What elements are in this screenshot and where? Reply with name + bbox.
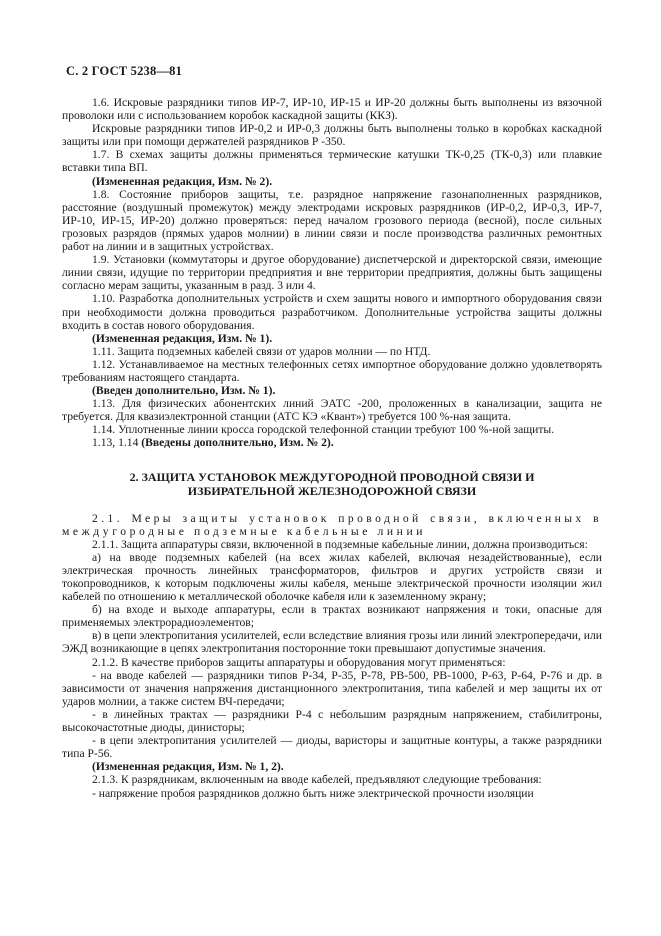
paragraph-2-1-1: 2.1.1. Защита аппаратуры связи, включенной в подземные кабельные линии, должна производиться: (92, 537, 588, 551)
paragraph-2-1-3: 2.1.3. К разрядникам, включенным на вводе кабелей, предъявляют следующие требования: (92, 773, 542, 787)
list-item-a: а) на вводе подземных кабелей (на всех жилах кабелей, включая незадействованные), если электрическая прочность линейных трансформаторов, фильтров и других устройств связи и токопроводников, к которым подключены жилы кабеля, меньше электрической прочности изоляции жил кабелей по отношению к металлической оболочке кабеля или к заземленному экрану; (62, 550, 602, 604)
paragraph-1-11: 1.11. Защита подземных кабелей связи от ударов молнии — по НТД. (92, 344, 431, 358)
amendment-note: (Введены дополнительно, Изм. № 2). (141, 436, 334, 450)
dash-item-line-paths: - в линейных трактах — разрядники Р-4 с небольшим разрядным напряжением, стабилитроны, высокочастотные диоды, динисторы; (62, 707, 602, 735)
paragraph-1-8: 1.8. Состояние приборов защиты, т.е. разрядное напряжение газонаполненных разрядников, расстояние (воздушный промежуток) между электродами искровых разрядников (ИР-0,2, ИР-0,3, ИР-7, ИР-10, ИР-15, ИР-20) должно проверяться: перед началом грозового периода (весной), после сильных грозовых разрядов (прямых ударов молнии) в линии связи и после производства различных ремонтных работ на линии и в защитных устройствах. (62, 187, 602, 254)
document-body (62, 96, 602, 800)
paragraph-1-6: 1.6. Искровые разрядники типов ИР-7, ИР-10, ИР-15 и ИР-20 должны быть выполнены из вязочной проволоки или с использованием коробок каскадной защиты (ККЗ). (62, 96, 602, 123)
section-2-title-line-1: 2. ЗАЩИТА УСТАНОВОК МЕЖДУГОРОДНОЙ ПРОВОДНОЙ СВЯЗИ И (129, 469, 535, 484)
paragraph-1-9: 1.9. Установки (коммутаторы и другое оборудование) диспетчерской и директорской связи, имеющие линии связи, идущие по территории предприятия и вне территории предприятия, должны быть защищены согласно мерам защиты, указанным в разд. 3 или 4. (62, 253, 602, 293)
dash-item-power-circuit: - в цепи электропитания усилителей — диоды, варисторы и защитные контуры, а также разрядники типа Р-56. (62, 734, 602, 761)
paragraph-amendment-1-13-1-14 (62, 436, 602, 449)
section-2-title-line-2: ИЗБИРАТЕЛЬНОЙ ЖЕЛЕЗНОДОРОЖНОЙ СВЯЗИ (187, 483, 477, 498)
subsection-2-1-line-1: 2.1. Меры защиты установок проводной связи, включенных в (92, 511, 602, 525)
paragraph-1-12: 1.12. Устанавливаемое на местных телефонных сетях импортное оборудование должно удовлетворять требованиям настоящего стандарта. (62, 357, 602, 384)
paragraph-1-10: 1.10. Разработка дополнительных устройств и схем защиты нового и импортного оборудования связи при необходимости должна проводиться разработчиком. Дополнительные устройства защиты должны входить в состав нового оборудования. (62, 292, 602, 332)
section-2-title (62, 470, 602, 498)
paragraph-1-13: 1.13. Для физических абонентских линий ЭАТС -200, проложенных в канализации, защита не требуется. Для квазиэлектронной станции (АТС КЭ «Квант») требуется 100 %-ная защита. (62, 397, 602, 424)
amendment-ref: 1.13, 1.14 (92, 436, 142, 450)
page-header: С. 2 ГОСТ 5238—81 (66, 64, 183, 78)
amendment-note: (Измененная редакция, Изм. № 2). (92, 174, 273, 188)
paragraph-1-14: 1.14. Уплотненные линии кросса городской телефонной станции требуют 100 %-ной защиты. (92, 423, 555, 437)
paragraph-2-1-2: 2.1.2. В качестве приборов защиты аппаратуры и оборудования могут применяться: (92, 655, 506, 669)
dash-item-cable-input: - на вводе кабелей — разрядники типов Р-34, Р-35, Р-78, РВ-500, РВ-1000, Р-63, Р-64, Р-76 и др. в зависимости от значения напряжения дистанционного электропитания, типа кабелей и мер защиты их от ударов молнии, а также систем ВЧ-передачи; (62, 668, 602, 708)
list-item-b: б) на входе и выходе аппаратуры, если в трактах возникают напряжения и токи, опасные для применяемых электрорадиоэлементов; (62, 603, 602, 630)
paragraph-1-6-cont: Искровые разрядники типов ИР-0,2 и ИР-0,3 должны быть выполнены только в коробках каскадной защиты или при помощи держателей разрядников Р -350. (62, 122, 602, 149)
amendment-note: (Измененная редакция, Изм. № 1, 2). (92, 760, 284, 774)
subsection-2-1-line-2: междугородные подземные кабельные линии (62, 524, 427, 538)
list-item-v: в) в цепи электропитания усилителей, если вследствие влияния грозы или линий электропередачи, или ЭЖД возникающие в цепях электропитания посторонние токи превышают допустимые значения. (62, 629, 602, 656)
dash-item-breakdown-voltage: - напряжение пробоя разрядников должно быть ниже электрической прочности изоляции (92, 786, 534, 800)
amendment-note: (Введен дополнительно, Изм. № 1). (92, 384, 276, 398)
paragraph-1-7: 1.7. В схемах защиты должны применяться термические катушки ТК-0,25 (ТК-0,3) или плавкие вставки типа ВП. (62, 148, 602, 175)
amendment-note: (Измененная редакция, Изм. № 1). (92, 331, 273, 345)
